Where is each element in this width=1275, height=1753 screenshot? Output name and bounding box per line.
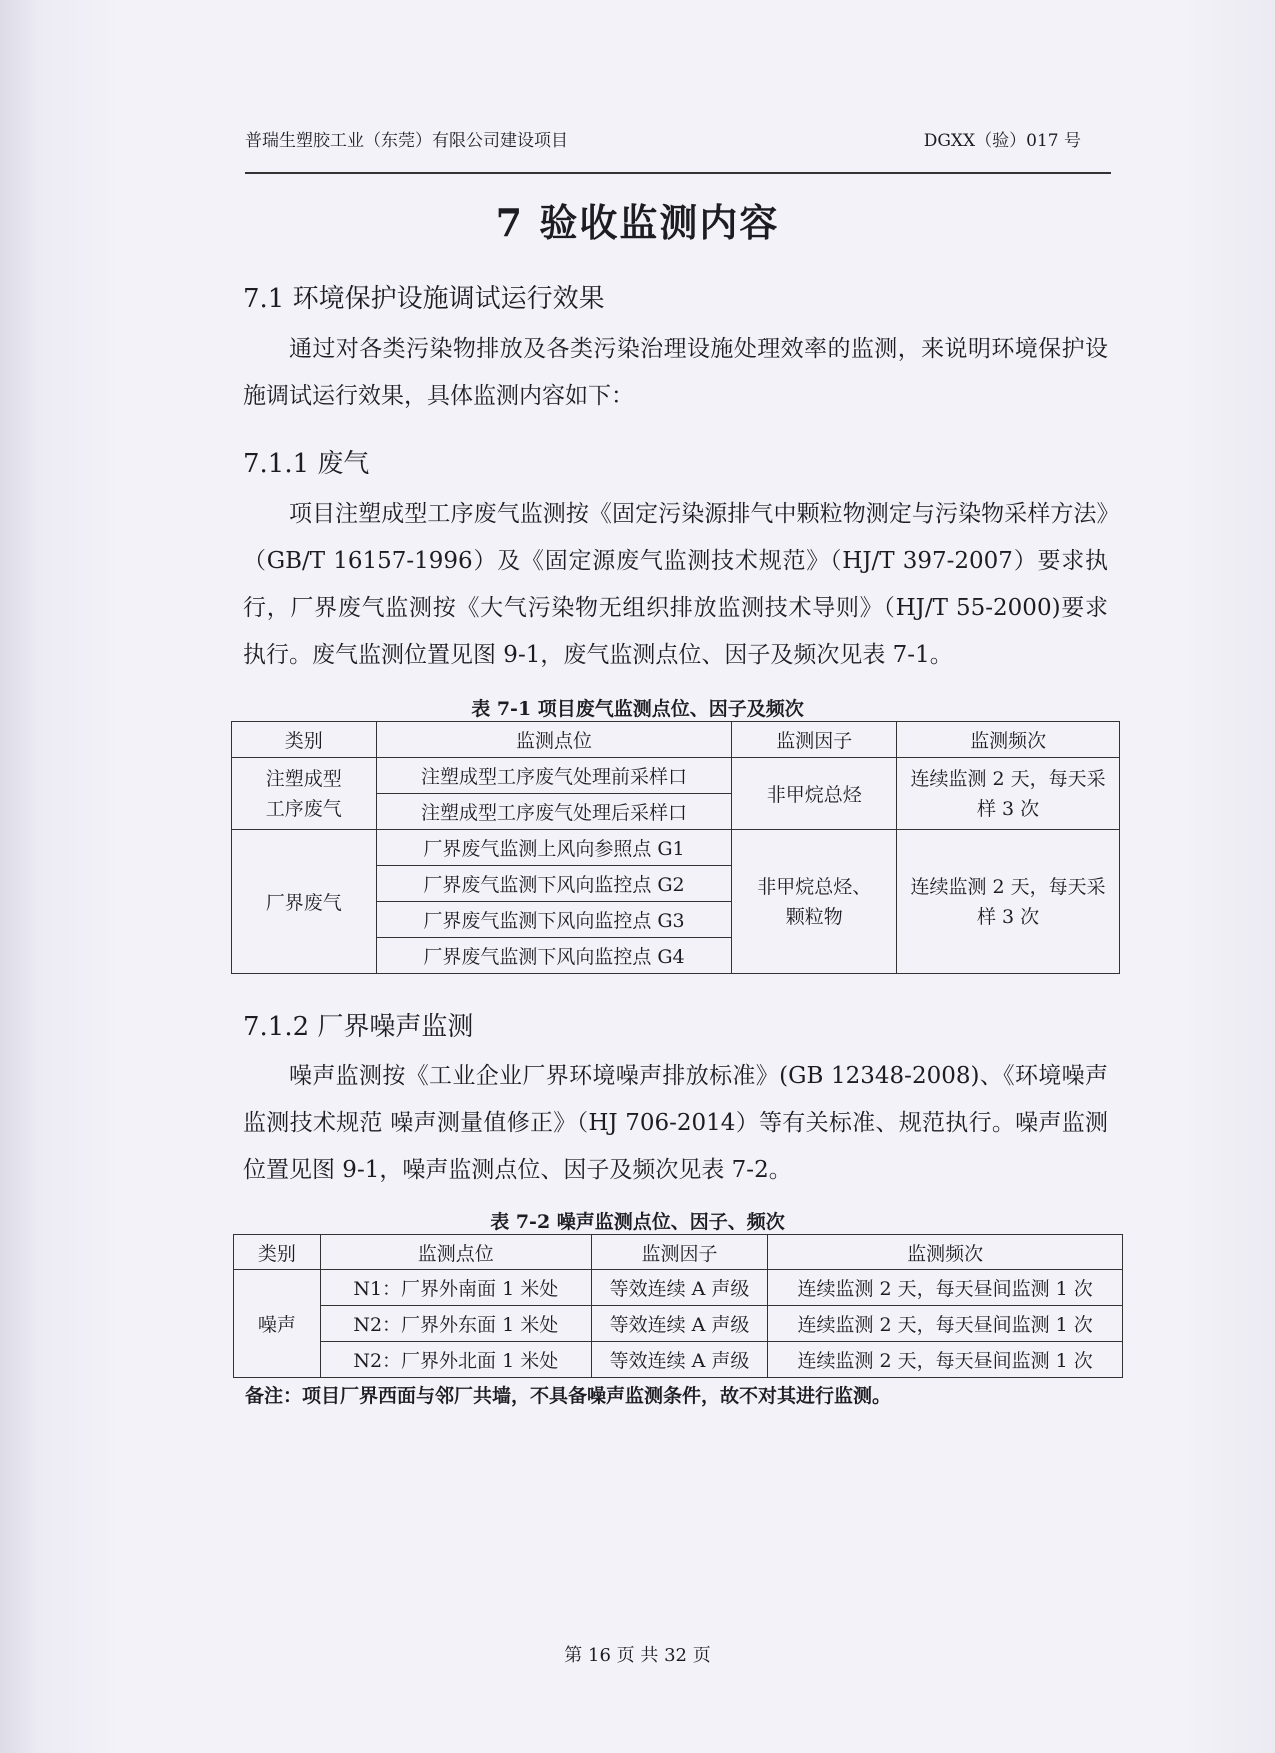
table-7-1-frequency-cell xyxy=(897,758,1120,830)
table-row xyxy=(234,1342,1123,1378)
section-7-1-2-paragraph xyxy=(243,1053,1108,1194)
table-7-2-frequency-cell: 连续监测 2 天，每天昼间监测 1 次 xyxy=(768,1342,1123,1378)
table-7-2 xyxy=(233,1234,1123,1378)
table-7-1-point-cell: 注塑成型工序废气处理后采样口 xyxy=(376,794,732,830)
table-7-2-header-factor: 监测因子 xyxy=(591,1235,767,1270)
section-7-1-2-text: 噪声监测按《工业企业厂界环境噪声排放标准》(GB 12348-2008)、《环境噪声监测技术规范 噪声测量值修正》（HJ 706-2014）等有关标准、规范执行。噪声监测位置见图 9-1，噪声监测点位、因子及频次见表 7-2。 xyxy=(243,1063,1108,1183)
chapter-title: 7 验收监测内容 xyxy=(495,200,780,245)
table-row xyxy=(232,758,1120,794)
table-row xyxy=(234,1306,1123,1342)
table-7-1-header-category: 类别 xyxy=(232,722,377,758)
table-7-2-factor-cell: 等效连续 A 声级 xyxy=(591,1342,767,1378)
table-7-1-factor-cell xyxy=(732,830,897,974)
table-7-2-header-frequency: 监测频次 xyxy=(768,1235,1123,1270)
table-7-1-point-cell: 厂界废气监测上风向参照点 G1 xyxy=(376,830,732,866)
table-7-2-point-cell: N2：厂界外东面 1 米处 xyxy=(320,1306,591,1342)
table-row xyxy=(234,1270,1123,1306)
table-7-2-frequency-cell: 连续监测 2 天，每天昼间监测 1 次 xyxy=(768,1270,1123,1306)
section-7-1-1-heading: 7.1.1 废气 xyxy=(243,449,370,479)
section-7-1-2-heading: 7.1.2 厂界噪声监测 xyxy=(243,1012,474,1042)
table-row xyxy=(232,830,1120,866)
table-7-2-point-cell: N2：厂界外北面 1 米处 xyxy=(320,1342,591,1378)
table-7-2-factor-cell: 等效连续 A 声级 xyxy=(591,1306,767,1342)
header-project-name: 普瑞生塑胶工业（东莞）有限公司建设项目 xyxy=(245,131,568,151)
table-7-2-note: 备注：项目厂界西面与邻厂共墙，不具备噪声监测条件，故不对其进行监测。 xyxy=(245,1385,892,1407)
table-7-1-header-frequency: 监测频次 xyxy=(897,722,1120,758)
table-7-1-point-cell: 厂界废气监测下风向监控点 G3 xyxy=(376,902,732,938)
table-7-1-caption: 表 7-1 项目废气监测点位、因子及频次 xyxy=(471,698,804,720)
table-7-1-point-cell: 注塑成型工序废气处理前采样口 xyxy=(376,758,732,794)
table-7-1-frequency-boundary: 连续监测 2 天，每天采样 3 次 xyxy=(910,875,1106,928)
table-7-2-factor-cell: 等效连续 A 声级 xyxy=(591,1270,767,1306)
section-7-1-text: 通过对各类污染物排放及各类污染治理设施处理效率的监测，来说明环境保护设施调试运行效果，具体监测内容如下： xyxy=(243,336,1108,409)
table-7-2-header-point: 监测点位 xyxy=(320,1235,591,1270)
section-7-1-heading: 7.1 环境保护设施调试运行效果 xyxy=(243,284,605,314)
header-doc-number: DGXX（验）017 号 xyxy=(923,131,1081,151)
table-7-1-factor-cell: 非甲烷总烃 xyxy=(732,758,897,830)
table-7-1-frequency-cell xyxy=(897,830,1120,974)
table-7-2-header-row xyxy=(234,1235,1123,1270)
table-7-1-category-cell xyxy=(232,758,377,830)
table-7-2-category: 噪声 xyxy=(234,1270,321,1378)
table-7-1-header-factor: 监测因子 xyxy=(732,722,897,758)
table-7-1-point-cell: 厂界废气监测下风向监控点 G4 xyxy=(376,938,732,974)
table-7-1-header-row xyxy=(232,722,1120,758)
table-7-2-frequency-cell: 连续监测 2 天，每天昼间监测 1 次 xyxy=(768,1306,1123,1342)
page-header xyxy=(245,124,1111,174)
table-7-1-category-injection: 注塑成型工序废气 xyxy=(265,767,342,820)
section-7-1-1-paragraph xyxy=(243,491,1108,679)
table-7-1-frequency-injection: 连续监测 2 天，每天采样 3 次 xyxy=(910,767,1106,820)
table-7-1-category-boundary: 厂界废气 xyxy=(232,830,377,974)
section-7-1-paragraph xyxy=(243,326,1108,420)
table-7-1-point-cell: 厂界废气监测下风向监控点 G2 xyxy=(376,866,732,902)
table-7-1 xyxy=(231,721,1120,974)
table-7-1-factor-boundary: 非甲烷总烃、颗粒物 xyxy=(757,875,872,928)
table-7-1-header-point: 监测点位 xyxy=(376,722,732,758)
section-7-1-1-text: 项目注塑成型工序废气监测按《固定污染源排气中颗粒物测定与污染物采样方法》（GB/T 16157-1996）及《固定源废气监测技术规范》（HJ/T 397-2007）要求执行，厂界废气监测按《大气污染物无组织排放监测技术导则》（HJ/T 55-2000)要求执行。废气监测位置见图 9-1，废气监测点位、因子及频次见表 7-1。 xyxy=(243,501,1108,668)
table-7-2-header-category: 类别 xyxy=(234,1235,321,1270)
table-7-2-caption: 表 7-2 噪声监测点位、因子、频次 xyxy=(490,1211,785,1233)
table-7-2-point-cell: N1：厂界外南面 1 米处 xyxy=(320,1270,591,1306)
page-footer: 第 16 页 共 32 页 xyxy=(564,1645,711,1666)
